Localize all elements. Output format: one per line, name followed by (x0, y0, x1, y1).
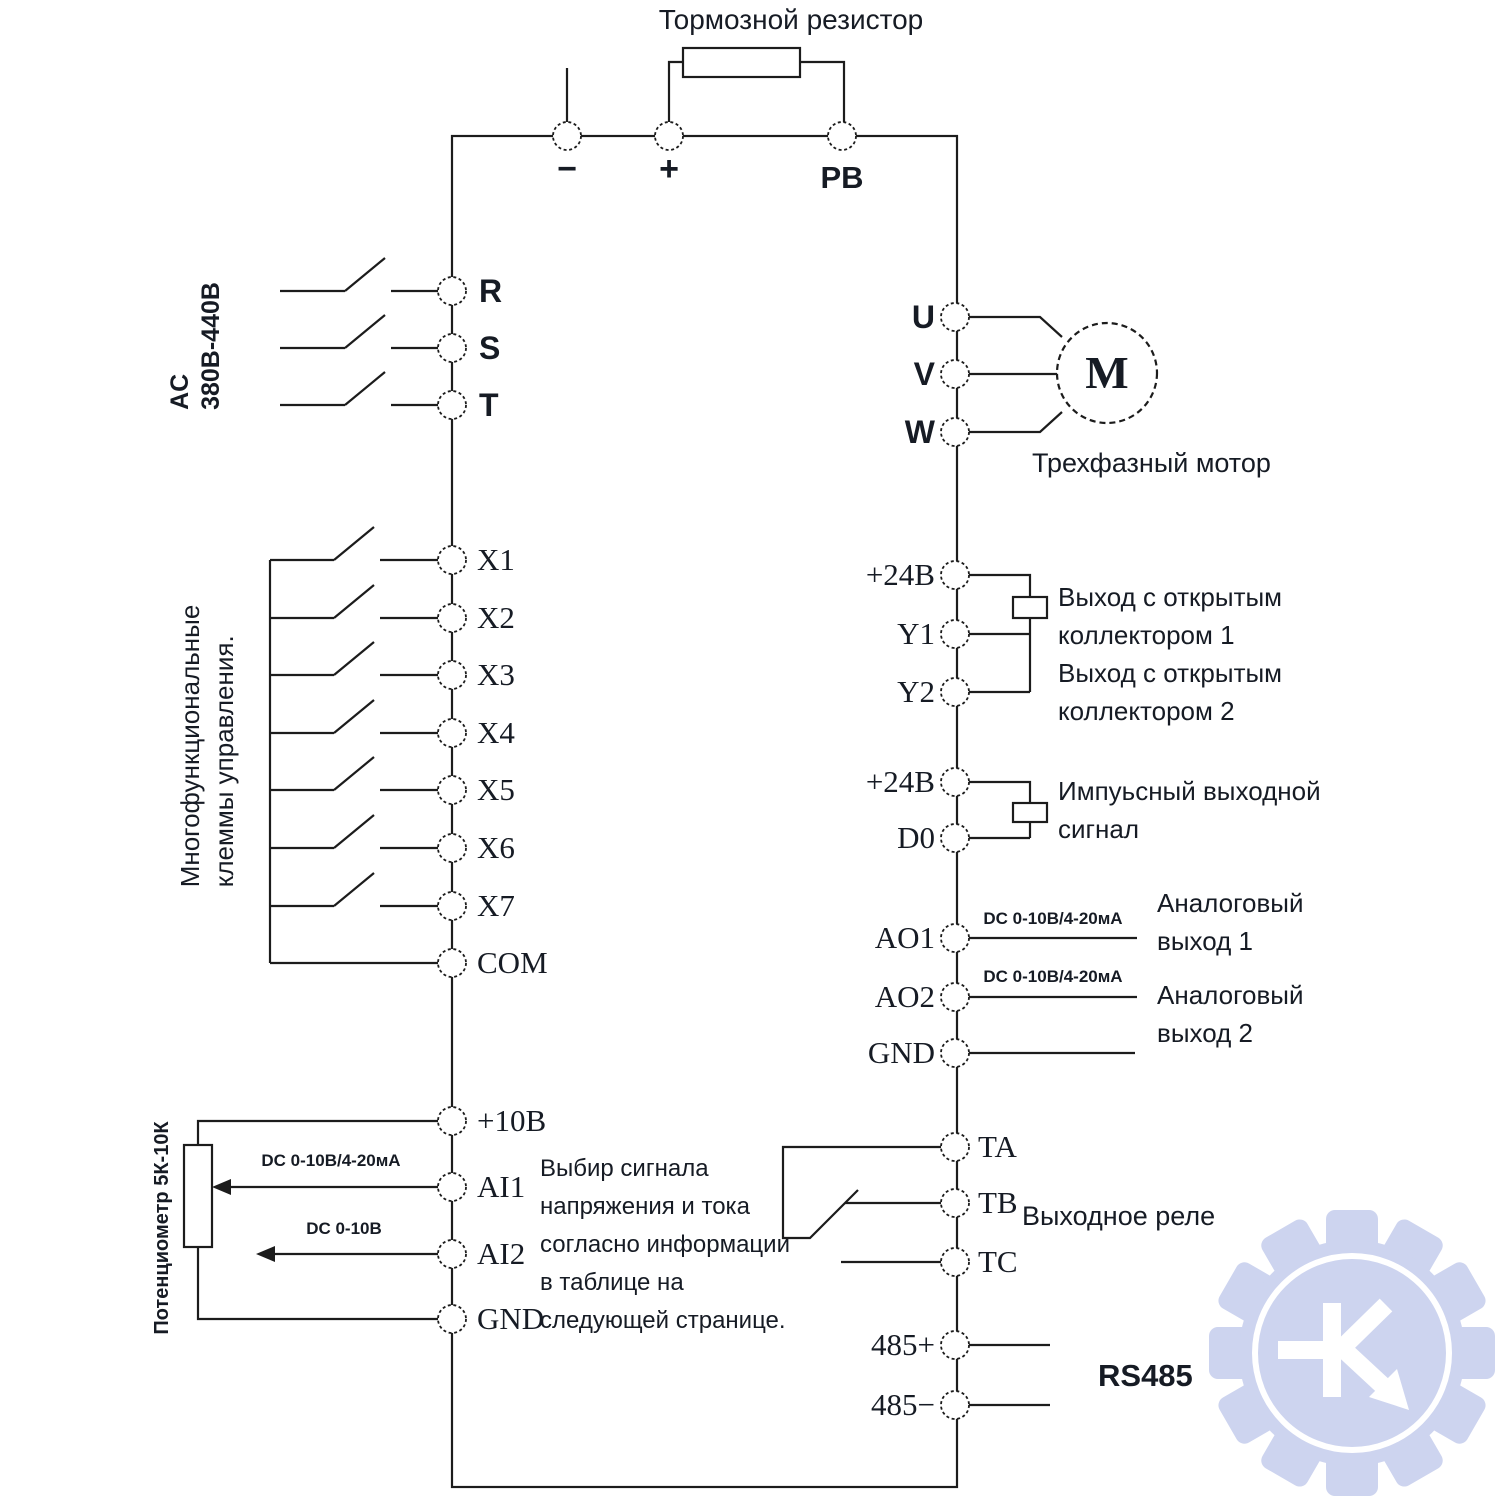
relay-contact (783, 1147, 941, 1262)
open-collector-circuit (969, 575, 1047, 692)
terminal-label-x6: X6 (477, 830, 515, 865)
open-collector-1-label (1058, 578, 1282, 654)
terminal-label-x7: X7 (477, 888, 515, 923)
terminal-label-y2: Y2 (897, 674, 935, 709)
analog-output-1-label (1157, 884, 1303, 960)
note-line5: следующей странице. (540, 1307, 786, 1334)
ao1-signal-label: DC 0-10В/4-20мА (983, 909, 1123, 928)
terminal-label-ai1: AI1 (477, 1169, 526, 1204)
open-collector-2-label (1058, 654, 1282, 730)
terminal-label-w: W (904, 414, 935, 450)
ai2-signal-label: DC 0-10В (306, 1219, 382, 1238)
ai1-signal-label: DC 0-10В/4-20мА (261, 1151, 401, 1170)
note-line1: Выбир сигнала (540, 1155, 709, 1182)
ai1-arrowhead (212, 1179, 231, 1195)
terminal-label-x5: X5 (477, 772, 515, 807)
terminal-label-ta: TA (978, 1129, 1017, 1164)
terminal-label-ai2: AI2 (477, 1236, 526, 1271)
terminal-label-r: R (479, 273, 503, 309)
note-line4: в таблице на (540, 1269, 684, 1296)
motor-wires (969, 317, 1157, 432)
terminal-label-x2: X2 (477, 600, 515, 635)
an2-line1: Аналоговый (1157, 980, 1304, 1010)
ai2-arrowhead (256, 1246, 275, 1262)
terminal-label-24v-a: +24В (865, 557, 935, 592)
terminal-label-y1: Y1 (897, 616, 935, 651)
terminal-label-s: S (479, 330, 501, 366)
rs485-label: RS485 (1098, 1358, 1193, 1393)
terminal-label-24v-b: +24В (865, 764, 935, 799)
terminal-label-v: V (913, 356, 935, 392)
terminal-label-485minus: 485− (871, 1387, 935, 1422)
motor-symbol: M (1085, 347, 1129, 398)
ac-input-label (165, 282, 227, 410)
terminal-label-x1: X1 (477, 542, 515, 577)
pulse-line1: Импуьсный выходной (1058, 776, 1321, 806)
terminal-label-t: T (479, 387, 499, 423)
terminal-label-485plus: 485+ (871, 1327, 935, 1362)
rs485-wires (969, 1345, 1050, 1405)
note-line3: согласно информации (540, 1231, 790, 1258)
brake-resistor-symbol (683, 48, 800, 77)
terminal-label-10v: +10В (477, 1103, 547, 1138)
pulse-line2: сигнал (1058, 814, 1139, 844)
terminal-label-tc: TC (978, 1244, 1018, 1279)
brake-resistor-title: Тормозной резистор (658, 4, 924, 35)
terminal-label-tb: TB (978, 1185, 1018, 1220)
terminal-label-com: COM (477, 945, 548, 980)
analog-output-2-label (1157, 976, 1303, 1052)
ao2-signal-label: DC 0-10В/4-20мА (983, 967, 1123, 986)
terminal-label-ao1: AO1 (874, 920, 935, 955)
digital-inputs-label-line2: клеммы управления. (209, 635, 239, 888)
analog-output-wires (969, 938, 1137, 1053)
terminal-label-d0: D0 (897, 820, 935, 855)
signal-selection-note (540, 1150, 790, 1340)
oc1-line2: коллектором 1 (1058, 620, 1235, 650)
oc2-line1: Выход с открытым (1058, 658, 1283, 688)
relay-label: Выходное реле (1022, 1201, 1216, 1231)
terminal-label-minus: − (557, 150, 577, 188)
load-symbol-y (1013, 597, 1047, 618)
terminal-label-u: U (911, 299, 935, 335)
digital-input-switches (270, 527, 438, 963)
terminal-label-gnd-left: GND (477, 1301, 545, 1336)
brake-resistor-circuit (567, 48, 844, 122)
terminal-label-plus: + (659, 150, 679, 188)
an2-line2: выход 2 (1157, 1018, 1253, 1048)
oc2-line2: коллектором 2 (1058, 696, 1235, 726)
motor-label: Трехфазный мотор (1032, 448, 1271, 478)
ac-input-switches (280, 258, 438, 405)
pulse-output-label (1058, 772, 1321, 848)
pulse-output-circuit (969, 782, 1047, 838)
terminal-label-x3: X3 (477, 657, 515, 692)
digital-inputs-label (173, 605, 241, 888)
digital-inputs-label-line1: Многофункциональные (175, 604, 205, 888)
terminal-label-ao2: AO2 (874, 979, 935, 1014)
ac-input-label-line2: 380В-440В (197, 282, 225, 410)
load-symbol-d0 (1013, 803, 1047, 822)
terminal-label-gnd-right: GND (867, 1035, 935, 1070)
watermark-gear-logo (1209, 1210, 1495, 1496)
an1-line2: выход 1 (1157, 926, 1253, 956)
terminal-label-x4: X4 (477, 715, 515, 750)
oc1-line1: Выход с открытым (1058, 582, 1283, 612)
note-line2: напряжения и тока (540, 1193, 750, 1220)
ac-input-label-line1: AC (166, 373, 194, 410)
terminal-label-pb: PB (820, 160, 864, 195)
potentiometer-symbol (184, 1145, 212, 1247)
an1-line1: Аналоговый (1157, 888, 1304, 918)
potentiometer-label: Потенциометр 5К-10К (151, 1121, 173, 1335)
